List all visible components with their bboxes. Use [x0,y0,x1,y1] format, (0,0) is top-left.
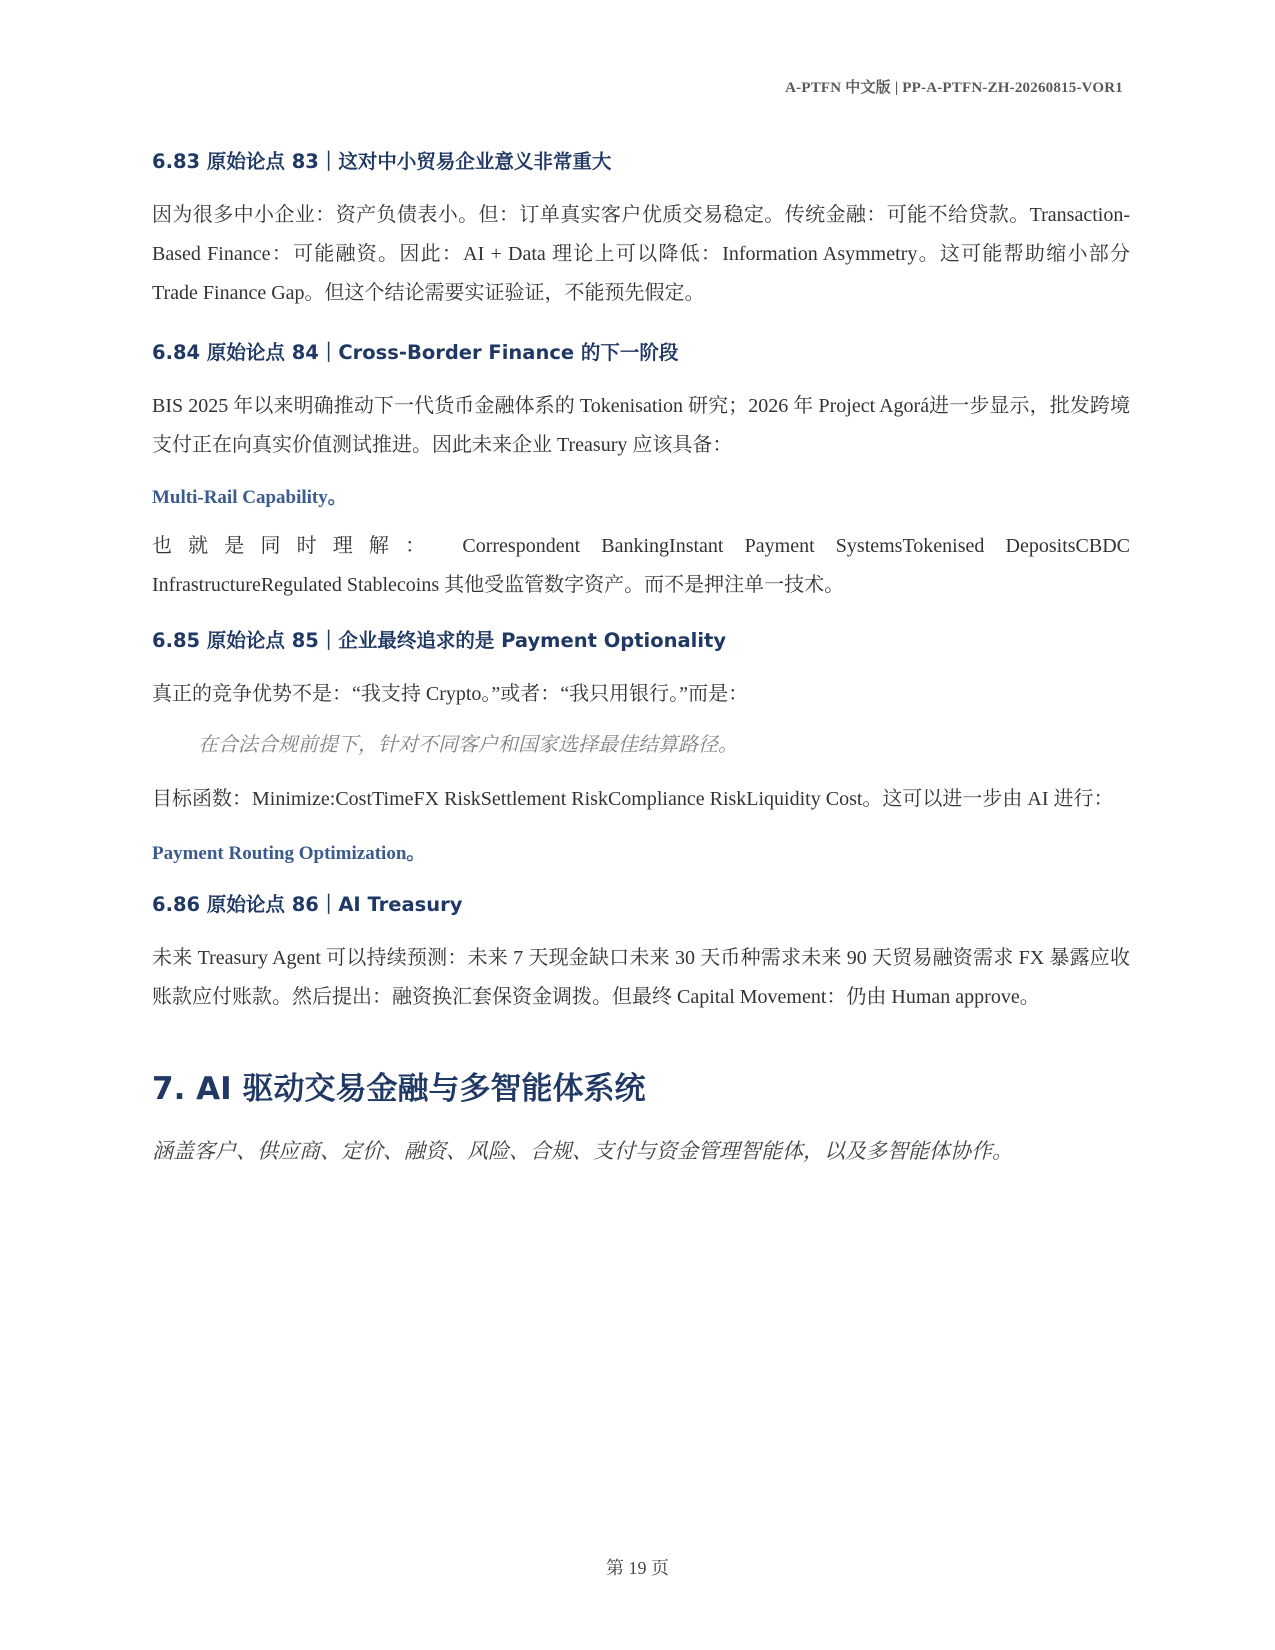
page-content [152,148,1130,1167]
section-6-84-body2-line1: 也就是同时理解： Correspondent BankingInstant Payment SystemsTokenised DepositsCBDC [152,535,1130,557]
document-reference-header: A-PTFN 中文版 | PP-A-PTFN-ZH-20260815-VOR1 [785,80,1123,96]
chapter-7-title: 7. AI 驱动交易金融与多智能体系统 [152,1071,646,1107]
section-6-84-body: BIS 2025 年以来明确推动下一代货币金融体系的 Tokenisation 研究；2026 年 Project Agorá进一步显示，批发跨境支付正在向真实价值测试推进。因此未来企业 Treasury 应该具备： [152,395,1130,456]
section-6-85-body: 真正的竞争优势不是：“我支持 Crypto。”或者：“我只用银行。”而是： [152,683,749,705]
section-6-85-quote: 在合法合规前提下，针对不同客户和国家选择最佳结算路径。 [198,734,738,756]
section-6-84-heading: 6.84 原始论点 84｜Cross-Border Finance 的下一阶段 [152,341,679,364]
section-6-85-heading: 6.85 原始论点 85｜企业最终追求的是 Payment Optionality [152,629,727,652]
chapter-7-intro: 涵盖客户、供应商、定价、融资、风险、合规、支付与资金管理智能体，以及多智能体协作。 [152,1139,1013,1163]
section-6-84-body2-line2: InfrastructureRegulated Stablecoins 其他受监管数字资产。而不是押注单一技术。 [152,574,845,596]
multi-rail-capability-label: Multi-Rail Capability。 [152,487,347,508]
section-6-83-body: 因为很多中小企业：资产负债表小。但：订单真实客户优质交易稳定。传统金融：可能不给贷款。Transaction-Based Finance：可能融资。因此：AI + Data 理论上可以降低：Information Asymmetry。这可能帮助缩小部分 Trade Finance Gap。但这个结论需要实证验证，不能预先假定。 [152,204,1130,304]
section-6-83-heading: 6.83 原始论点 83｜这对中小贸易企业意义非常重大 [152,150,612,173]
page-number: 第 19 页 [606,1558,669,1578]
section-6-85-objective: 目标函数：Minimize:CostTimeFX RiskSettlement RiskCompliance RiskLiquidity Cost。这可以进一步由 AI 进行： [152,788,1114,810]
section-6-86-heading: 6.86 原始论点 86｜AI Treasury [152,893,463,916]
section-6-86-body: 未来 Treasury Agent 可以持续预测：未来 7 天现金缺口未来 30 天币种需求未来 90 天贸易融资需求 FX 暴露应收账款应付账款。然后提出：融资换汇套保资金调拨。但最终 Capital Movement：仍由 Human approve。 [152,947,1130,1008]
payment-routing-optimization-label: Payment Routing Optimization。 [152,843,426,864]
